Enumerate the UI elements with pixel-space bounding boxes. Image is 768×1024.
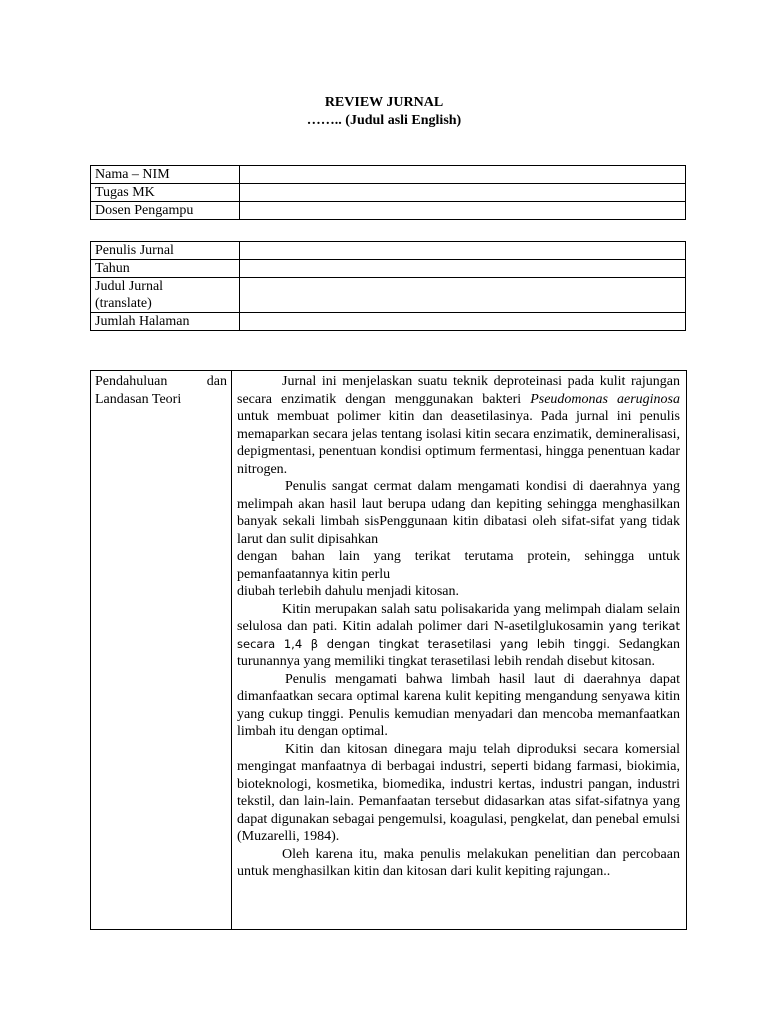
- journal-info-table: [90, 241, 686, 331]
- p1-species-italic: Pseudomonas aeruginosa: [530, 391, 680, 407]
- label-pendahuluan: Pendahuluan: [95, 374, 168, 389]
- table-row: [91, 166, 686, 184]
- nama-nim-label: Nama – NIM: [91, 166, 240, 184]
- paragraph-5: [237, 601, 680, 671]
- table-row: [91, 202, 686, 220]
- table-row: [91, 278, 686, 313]
- student-info-table: [90, 165, 686, 220]
- table-row: [91, 313, 686, 331]
- penulis-jurnal-label: Penulis Jurnal: [91, 242, 240, 260]
- label-landasan-teori: Landasan Teori: [95, 391, 182, 407]
- p5-sans-text: yang terikat secara 1,4 β dengan tingkat terasetilasi yang lebih tinggi.: [237, 619, 680, 651]
- judul-jurnal-label: [91, 278, 240, 313]
- jumlah-halaman-field[interactable]: [240, 313, 686, 331]
- dosen-pengampu-label: Dosen Pengampu: [91, 202, 240, 220]
- page-title: REVIEW JURNAL: [324, 95, 444, 110]
- penulis-jurnal-field[interactable]: [240, 242, 686, 260]
- paragraph-6: Penulis mengamati bahwa limbah hasil laut di daerahnya dapat dimanfaatkan secara optimal karena kulit kepiting mengandung senyawa kitin yang cukup tinggi. Penulis kemudian menyadari dan mencoba memanfaatkan limbah itu dengan optimal.: [237, 671, 680, 739]
- paragraph-4: diubah terlebih dahulu menjadi kitosan.: [237, 584, 460, 599]
- label-dan: dan: [206, 374, 227, 389]
- table-row: [91, 242, 686, 260]
- paragraph-7: Kitin dan kitosan dinegara maju telah diproduksi secara komersial mengingat manfaatnya di berbagai industri, seperti bidang farmasi, biokimia, bioteknologi, kosmetika, biomedika, industri kertas, industri pangan, industri tekstil, dan lain-lain. Pemanfaatan tersebut didasarkan atas sifat-sifatnya yang dapat digunakan sebagai pengemulsi, koagulasi, pengkelat, dan penebal emulsi (Muzarelli, 1984).: [237, 741, 680, 844]
- p1-text-end: untuk membuat polimer kitin dan deasetilasinya. Pada jurnal ini penulis memaparkan secara jelas tentang isolasi kitin secara enzimatik, demineralisasi, depigmentasi, penentuan kondisi optimum fermentasi, hingga penentuan kadar nitrogen.: [237, 409, 680, 477]
- paragraph-2: Penulis sangat cermat dalam mengamati kondisi di daerahnya yang melimpah akan hasil laut berupa udang dan kepiting sehingga menghasilkan banyak sekali limbah sisPenggunaan kitin dibatasi oleh sifat-sifat yang tidak larut dan sulit dipisahkan: [237, 479, 680, 547]
- dosen-pengampu-field[interactable]: [240, 202, 686, 220]
- jumlah-halaman-label: Jumlah Halaman: [91, 313, 240, 331]
- table-row: [91, 371, 687, 930]
- review-section-label: [91, 371, 232, 930]
- judul-jurnal-label-line1: Judul Jurnal: [95, 279, 164, 294]
- tugas-mk-field[interactable]: [240, 184, 686, 202]
- tahun-field[interactable]: [240, 260, 686, 278]
- table-row: [91, 260, 686, 278]
- paragraph-3: dengan bahan lain yang terikat terutama protein, sehingga untuk pemanfaatannya kitin perlu: [237, 549, 680, 582]
- paragraph-1: [237, 373, 680, 478]
- review-table: [90, 370, 687, 930]
- tugas-mk-label: Tugas MK: [91, 184, 240, 202]
- p1-text-start: Jurnal ini menjelaskan suatu teknik deproteinasi pada kulit rajungan secara enzimatik dengan menggunakan bakteri: [237, 374, 680, 407]
- p5-text-end: Sedangkan turunannya yang memiliki tingkat terasetilasi lebih rendah disebut kitosan.: [237, 636, 680, 669]
- tahun-label: Tahun: [91, 260, 240, 278]
- page-subtitle: …….. (Judul asli English): [306, 113, 462, 128]
- p5-text-start: Kitin merupakan salah satu polisakarida yang melimpah dialam selain selulosa dan pati. Kitin adalah polimer dari N-asetilglukosamin: [237, 601, 680, 634]
- judul-jurnal-label-line2: (translate): [95, 296, 152, 311]
- judul-jurnal-field[interactable]: [240, 278, 686, 313]
- review-body: [232, 371, 687, 930]
- paragraph-8: Oleh karena itu, maka penulis melakukan penelitian dan percobaan untuk menghasilkan kitin dan kitosan dari kulit kepiting rajungan..: [237, 846, 680, 879]
- table-row: [91, 184, 686, 202]
- nama-nim-field[interactable]: [240, 166, 686, 184]
